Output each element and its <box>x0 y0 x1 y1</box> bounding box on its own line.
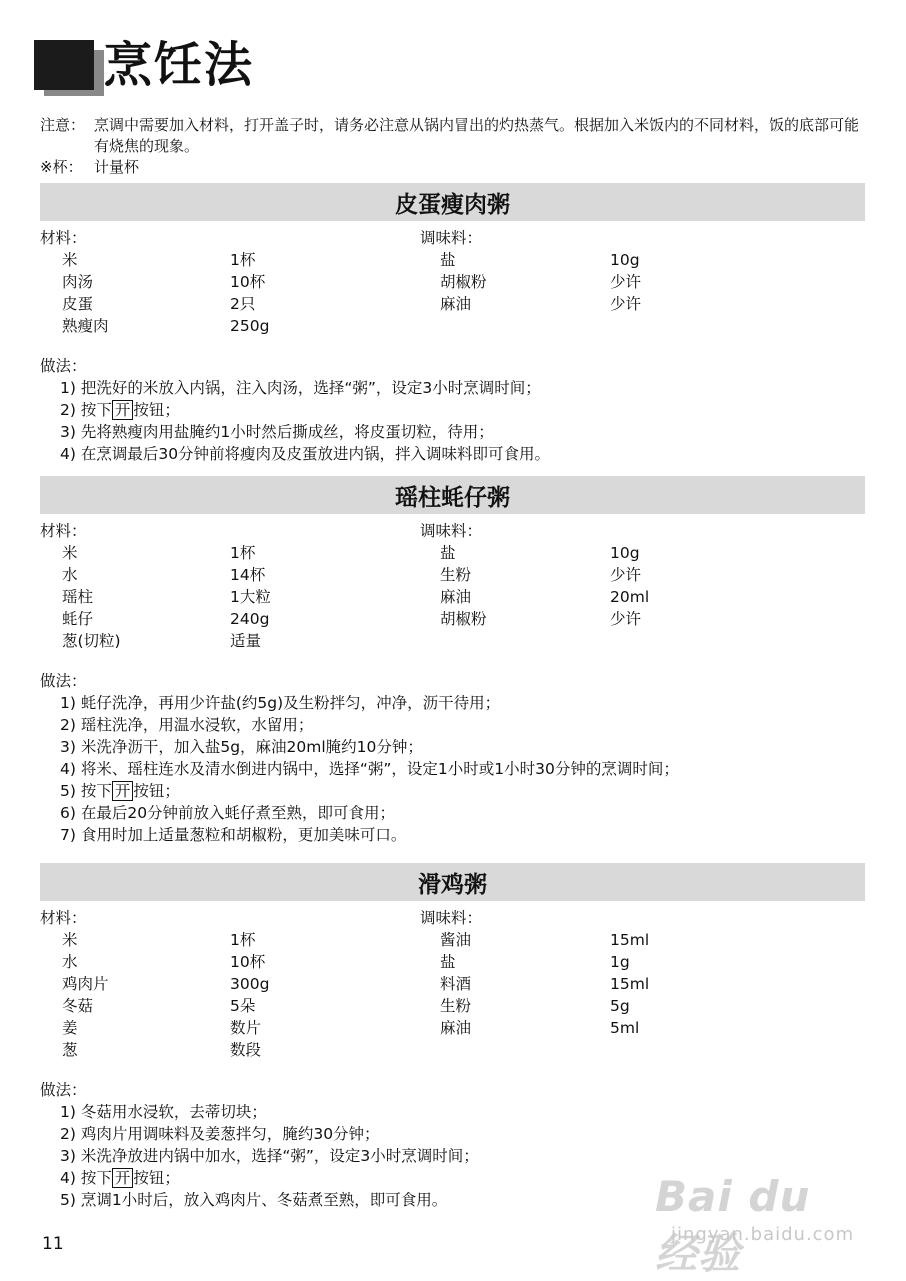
seasoning-name: 麻油 <box>440 588 472 606</box>
seasoning-amount: 少许 <box>610 295 642 313</box>
recipe-section <box>40 476 865 846</box>
ingredient-row <box>40 608 865 630</box>
method-step <box>40 758 865 780</box>
method-step <box>40 377 865 399</box>
title-block <box>34 40 94 90</box>
note-text: 计量杯 <box>94 158 140 176</box>
ingredient-amount: 300g <box>230 975 270 993</box>
method-step <box>40 443 865 465</box>
seasoning-label: 调味料： <box>420 229 483 247</box>
ingredient-name: 米 <box>62 544 78 562</box>
step-text: 2) 瑶柱洗净，用温水浸软，水留用； <box>60 716 314 734</box>
note-label: ※杯： <box>40 158 83 176</box>
ingredient-amount: 数片 <box>230 1019 262 1037</box>
ingredient-row <box>40 995 865 1017</box>
step-text: 5) 烹调1小时后，放入鸡肉片、冬菇煮至熟，即可食用。 <box>60 1191 448 1209</box>
ingredient-name: 米 <box>62 251 78 269</box>
ingredient-amount: 10杯 <box>230 273 266 291</box>
ingredient-name: 水 <box>62 566 78 584</box>
seasoning-name: 麻油 <box>440 1019 472 1037</box>
method-step <box>40 1123 865 1145</box>
ingredient-amount: 数段 <box>230 1041 262 1059</box>
method-step <box>40 399 865 421</box>
ingredient-name: 冬菇 <box>62 997 94 1015</box>
ingredient-row <box>40 315 865 337</box>
start-key-label: 开 <box>112 1168 134 1188</box>
ingredient-amount: 1杯 <box>230 544 256 562</box>
method-step <box>40 714 865 736</box>
seasoning-label: 调味料： <box>420 522 483 540</box>
seasoning-amount: 10g <box>610 251 640 269</box>
ingredient-row <box>40 586 865 608</box>
step-text: 4) 在烹调最后30分钟前将瘦肉及皮蛋放进内锅，拌入调味料即可食用。 <box>60 445 551 463</box>
ingredient-amount: 14杯 <box>230 566 266 584</box>
seasoning-name: 盐 <box>440 544 456 562</box>
ingredient-row <box>40 542 865 564</box>
step-text: 7) 食用时加上适量葱粒和胡椒粉，更加美味可口。 <box>60 826 407 844</box>
step-text-tail: 按钮； <box>133 782 180 800</box>
ingredient-row <box>40 1039 865 1061</box>
seasoning-name: 盐 <box>440 953 456 971</box>
notes <box>40 115 870 178</box>
ingredient-row <box>40 630 865 652</box>
recipe-title-bar: 滑鸡粥 <box>40 863 865 901</box>
ingredient-row <box>40 249 865 271</box>
ingredient-amount: 240g <box>230 610 270 628</box>
ingredient-amount: 2只 <box>230 295 256 313</box>
method-step <box>40 802 865 824</box>
seasoning-amount: 15ml <box>610 975 650 993</box>
step-text: 3) 米洗净沥干，加入盐5g，麻油20ml腌约10分钟； <box>60 738 423 756</box>
ingredient-name: 皮蛋 <box>62 295 94 313</box>
step-text-tail: 按钮； <box>133 401 180 419</box>
start-key-label: 开 <box>112 781 134 801</box>
watermark-logo: Bai du 经验 <box>655 1172 811 1278</box>
ingredient-amount: 250g <box>230 317 270 335</box>
watermark <box>655 1158 865 1278</box>
step-text: 1) 蚝仔洗净，再用少许盐(约5g)及生粉拌匀，冲净，沥干待用； <box>60 694 501 712</box>
method-block <box>40 670 865 846</box>
note-label: 注意： <box>40 116 86 134</box>
ingredients-block <box>40 520 865 652</box>
seasoning-amount: 20ml <box>610 588 650 606</box>
method-label: 做法： <box>40 1081 87 1099</box>
ingredients-header <box>40 227 865 249</box>
ingredients-block <box>40 227 865 337</box>
seasoning-name: 胡椒粉 <box>440 610 487 628</box>
seasoning-name: 胡椒粉 <box>440 273 487 291</box>
ingredient-row <box>40 1017 865 1039</box>
ingredient-row <box>40 564 865 586</box>
seasoning-name: 料酒 <box>440 975 472 993</box>
ingredient-amount: 1大粒 <box>230 588 271 606</box>
ingredient-name: 葱 <box>62 1041 78 1059</box>
ingredient-name: 熟瘦肉 <box>62 317 109 335</box>
watermark-url: jingyan.baidu.com <box>671 1224 855 1245</box>
ingredient-row <box>40 951 865 973</box>
ingredient-name: 水 <box>62 953 78 971</box>
recipe-title-bar: 瑶柱蚝仔粥 <box>40 476 865 514</box>
seasoning-amount: 10g <box>610 544 640 562</box>
ingredient-name: 蚝仔 <box>62 610 94 628</box>
method-label: 做法： <box>40 357 87 375</box>
method-step <box>40 421 865 443</box>
ingredient-amount: 适量 <box>230 632 262 650</box>
step-text-tail: 按钮； <box>133 1169 180 1187</box>
note-text: 烹调中需要加入材料，打开盖子时，请务必注意从锅内冒出的灼热蒸气。根据加入米饭内的不同材料，饭的底部可能有烧焦的现象。 <box>94 116 860 155</box>
method-step <box>40 824 865 846</box>
ingredient-amount: 10杯 <box>230 953 266 971</box>
note-row <box>40 115 870 157</box>
ingredient-name: 米 <box>62 931 78 949</box>
ingredient-name: 肉汤 <box>62 273 94 291</box>
ingredient-amount: 1杯 <box>230 251 256 269</box>
seasoning-name: 麻油 <box>440 295 472 313</box>
ingredients-label: 材料： <box>40 229 87 247</box>
method-step <box>40 692 865 714</box>
note-row <box>40 157 870 178</box>
page-title: 烹饪法 <box>104 37 255 93</box>
seasoning-name: 盐 <box>440 251 456 269</box>
ingredients-header <box>40 907 865 929</box>
ingredient-name: 瑶柱 <box>62 588 94 606</box>
seasoning-amount: 5g <box>610 997 630 1015</box>
ingredients-block <box>40 907 865 1061</box>
seasoning-amount: 5ml <box>610 1019 640 1037</box>
recipe-title-bar: 皮蛋瘦肉粥 <box>40 183 865 221</box>
step-text: 5) 按下 <box>60 782 112 800</box>
ingredient-amount: 5朵 <box>230 997 256 1015</box>
seasoning-label: 调味料： <box>420 909 483 927</box>
ingredients-header <box>40 520 865 542</box>
seasoning-amount: 少许 <box>610 273 642 291</box>
method-step <box>40 1101 865 1123</box>
method-step <box>40 780 865 802</box>
ingredient-row <box>40 929 865 951</box>
seasoning-name: 生粉 <box>440 997 472 1015</box>
method-step <box>40 736 865 758</box>
ingredient-row <box>40 973 865 995</box>
step-text: 2) 鸡肉片用调味料及姜葱拌匀，腌约30分钟； <box>60 1125 380 1143</box>
method-label: 做法： <box>40 672 87 690</box>
start-key-label: 开 <box>112 400 134 420</box>
seasoning-amount: 少许 <box>610 566 642 584</box>
ingredients-label: 材料： <box>40 909 87 927</box>
seasoning-name: 生粉 <box>440 566 472 584</box>
step-text: 4) 将米、瑶柱连水及清水倒进内锅中，选择“粥”，设定1小时或1小时30分钟的烹调时间； <box>60 760 679 778</box>
step-text: 6) 在最后20分钟前放入蚝仔煮至熟，即可食用； <box>60 804 396 822</box>
step-text: 1) 把洗好的米放入内锅，注入肉汤，选择“粥”，设定3小时烹调时间； <box>60 379 541 397</box>
ingredients-label: 材料： <box>40 522 87 540</box>
seasoning-amount: 1g <box>610 953 630 971</box>
ingredient-name: 鸡肉片 <box>62 975 109 993</box>
ingredient-row <box>40 271 865 293</box>
step-text: 3) 米洗净放进内锅中加水，选择“粥”，设定3小时烹调时间； <box>60 1147 479 1165</box>
step-text: 3) 先将熟瘦肉用盐腌约1小时然后撕成丝，将皮蛋切粒，待用； <box>60 423 494 441</box>
ingredient-row <box>40 293 865 315</box>
ingredient-name: 姜 <box>62 1019 78 1037</box>
page-number: 11 <box>42 1234 64 1254</box>
ingredient-amount: 1杯 <box>230 931 256 949</box>
step-text: 1) 冬菇用水浸软，去蒂切块； <box>60 1103 267 1121</box>
step-text: 4) 按下 <box>60 1169 112 1187</box>
recipe-section <box>40 183 865 465</box>
seasoning-amount: 15ml <box>610 931 650 949</box>
seasoning-name: 酱油 <box>440 931 472 949</box>
step-text: 2) 按下 <box>60 401 112 419</box>
method-block <box>40 355 865 465</box>
seasoning-amount: 少许 <box>610 610 642 628</box>
ingredient-name: 葱(切粒) <box>62 632 121 650</box>
